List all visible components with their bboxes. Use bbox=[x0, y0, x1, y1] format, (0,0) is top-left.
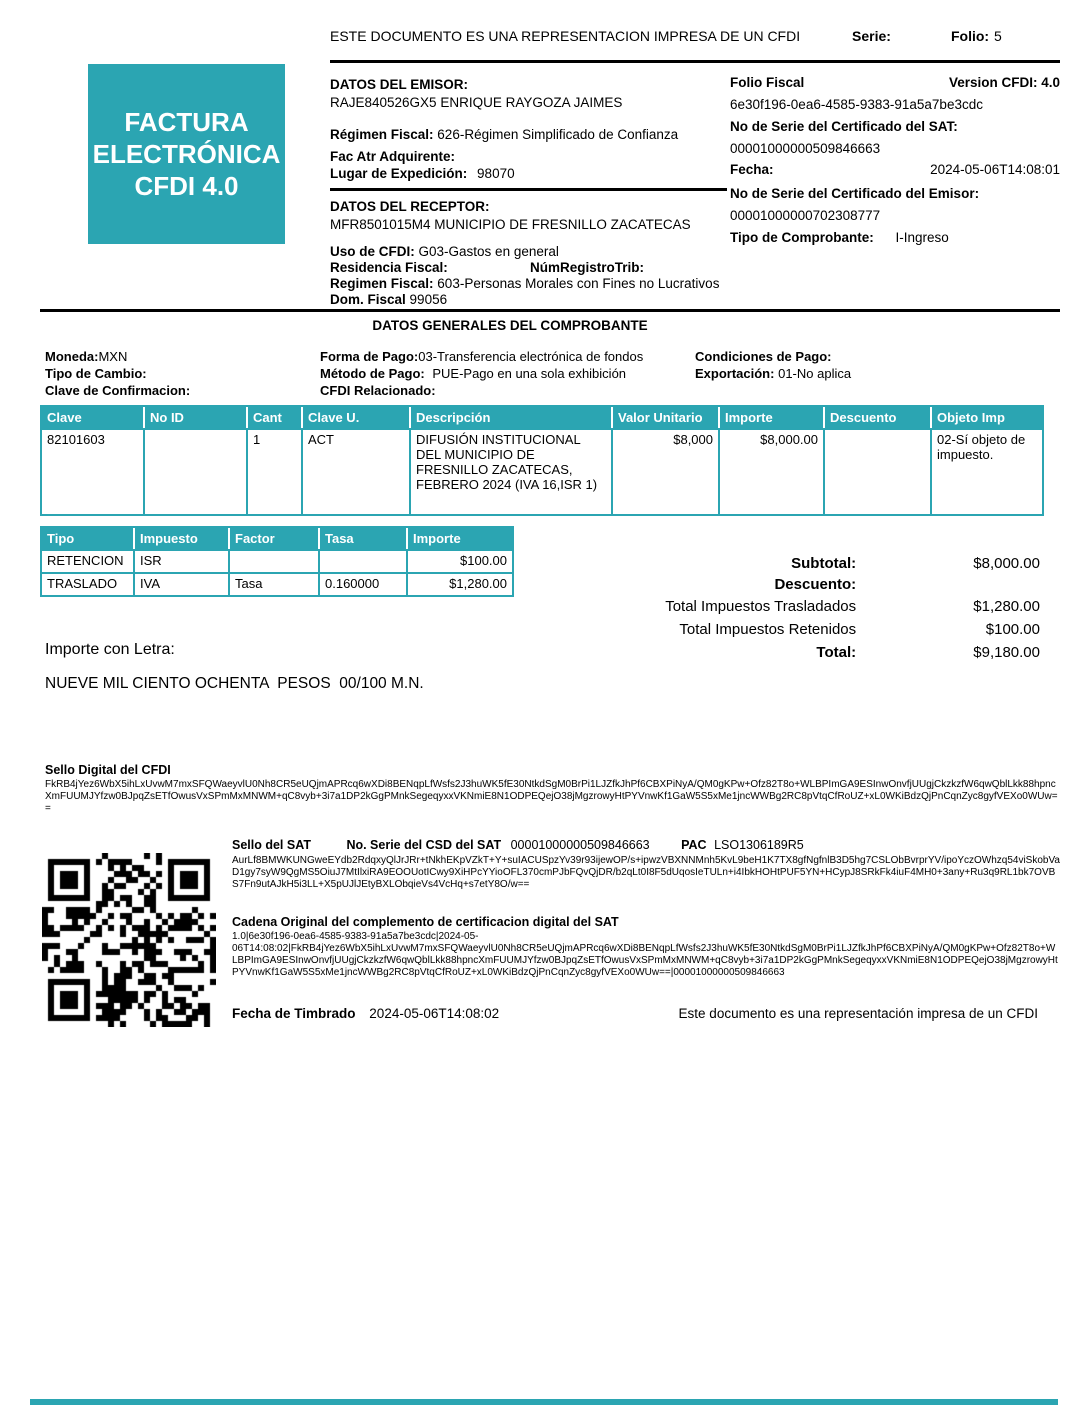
moneda-row bbox=[45, 349, 127, 365]
items-header-cant: Cant bbox=[248, 407, 303, 428]
subtotal-value: $8,000.00 bbox=[973, 555, 1040, 572]
fecha-label: Fecha: bbox=[730, 162, 774, 177]
fecha-row bbox=[730, 161, 1060, 178]
item-importe: $8,000.00 bbox=[720, 428, 825, 514]
emisor-regimen-label: Régimen Fiscal: bbox=[330, 127, 434, 142]
sello-sat-title: Sello del SAT bbox=[232, 838, 311, 852]
trasladados-value: $1,280.00 bbox=[973, 598, 1040, 615]
tax-header-factor: Factor bbox=[230, 528, 320, 549]
lugar-expedicion bbox=[330, 165, 515, 182]
tax-tasa bbox=[320, 549, 408, 572]
tax-header-impuesto: Impuesto bbox=[135, 528, 230, 549]
banner-line1: FACTURA bbox=[124, 107, 249, 137]
emisor-name: RAJE840526GX5 ENRIQUE RAYGOZA JAIMES bbox=[330, 95, 623, 110]
item-clave: 82101603 bbox=[42, 428, 145, 514]
exportacion-label: Exportación: bbox=[695, 366, 775, 381]
forma-pago-row bbox=[320, 349, 643, 365]
items-header-noid: No ID bbox=[145, 407, 248, 428]
timbrado-label: Fecha de Timbrado bbox=[232, 1006, 356, 1021]
tax-factor: Tasa bbox=[230, 572, 320, 595]
items-header-descripcion: Descripción bbox=[411, 407, 613, 428]
subtotal-label: Subtotal: bbox=[791, 555, 857, 572]
table-row bbox=[42, 428, 1042, 514]
tax-importe: $1,280.00 bbox=[408, 572, 512, 595]
tax-header-tasa: Tasa bbox=[320, 528, 408, 549]
csd-value: 00001000000509846663 bbox=[510, 838, 650, 852]
tax-header-importe: Importe bbox=[408, 528, 512, 549]
header-title: ESTE DOCUMENTO ES UNA REPRESENTACION IMPRESA DE UN CFDI bbox=[330, 28, 801, 44]
importe-letra-value: NUEVE MIL CIENTO OCHENTA PESOS 00/100 M.N. bbox=[45, 675, 424, 692]
timbrado-note: Este documento es una representación impresa de un CFDI bbox=[678, 1006, 1038, 1021]
items-header-valor-unitario: Valor Unitario bbox=[613, 407, 720, 428]
item-objeto-imp: 02-Sí objeto de impuesto. bbox=[932, 428, 1042, 514]
items-header-claveu: Clave U. bbox=[303, 407, 411, 428]
sello-cfdi-title: Sello Digital del CFDI bbox=[45, 763, 171, 777]
lugar-value: 98070 bbox=[477, 166, 515, 181]
item-valor-unitario: $8,000 bbox=[613, 428, 720, 514]
uso-cfdi-label: Uso de CFDI: bbox=[330, 244, 415, 259]
serie-emisor-label: No de Serie del Certificado del Emisor: bbox=[730, 186, 980, 201]
emisor-section-title: DATOS DEL EMISOR: bbox=[330, 77, 469, 92]
tax-tasa: 0.160000 bbox=[320, 572, 408, 595]
folio-fiscal-label: Folio Fiscal bbox=[730, 75, 805, 90]
item-descuento bbox=[825, 428, 932, 514]
footer-accent-bar bbox=[30, 1399, 1058, 1405]
metodo-pago-row bbox=[320, 366, 626, 382]
pac-label: PAC bbox=[681, 838, 707, 852]
residencia-row bbox=[330, 259, 727, 276]
item-cant: 1 bbox=[248, 428, 303, 514]
retenidos-label: Total Impuestos Retenidos bbox=[679, 621, 857, 638]
forma-pago-value: 03-Transferencia electrónica de fondos bbox=[418, 349, 644, 364]
trasladados-label: Total Impuestos Trasladados bbox=[665, 598, 857, 615]
folio-fiscal-value: 6e30f196-0ea6-4585-9383-91a5a7be3cdc bbox=[730, 97, 983, 112]
receptor-regimen bbox=[330, 275, 719, 292]
timbrado-row bbox=[232, 1006, 1038, 1021]
factura-banner bbox=[88, 64, 285, 244]
forma-pago-label: Forma de Pago: bbox=[320, 349, 419, 364]
serie-sat-value: 00001000000509846663 bbox=[730, 141, 881, 156]
serie-sat-label: No de Serie del Certificado del SAT: bbox=[730, 119, 958, 134]
fac-atr-label: Fac Atr Adquirente: bbox=[330, 149, 456, 164]
tax-tipo: TRASLADO bbox=[42, 572, 135, 595]
emisor-regimen-value: 626-Régimen Simplificado de Confianza bbox=[437, 127, 679, 142]
moneda-value: MXN bbox=[98, 349, 128, 364]
table-row bbox=[42, 572, 512, 595]
total-label: Total: bbox=[816, 644, 857, 661]
tax-factor bbox=[230, 549, 320, 572]
descuento-value bbox=[856, 574, 1040, 595]
item-descripcion: DIFUSIÓN INSTITUCIONAL DEL MUNICIPIO DE FRESNILLO ZACATECAS, FEBRERO 2024 (IVA 16,ISR 1) bbox=[411, 428, 613, 514]
total-row bbox=[558, 642, 1040, 663]
tax-header-row bbox=[42, 528, 512, 549]
cfdi-relacionado-label: CFDI Relacionado: bbox=[320, 383, 436, 398]
items-header-row bbox=[42, 407, 1042, 428]
importe-letra-label: Importe con Letra: bbox=[45, 641, 175, 658]
fecha-value: 2024-05-06T14:08:01 bbox=[930, 162, 1060, 177]
table-row bbox=[42, 549, 512, 572]
receptor-regimen-label: Regimen Fiscal: bbox=[330, 276, 434, 291]
pac-value: LSO1306189R5 bbox=[714, 838, 804, 852]
emisor-receptor-divider bbox=[330, 188, 727, 191]
folio-label: Folio: bbox=[951, 28, 990, 44]
subtotal-row bbox=[558, 553, 1040, 574]
uso-cfdi bbox=[330, 243, 559, 260]
banner-line2: ELECTRÓNICA bbox=[92, 139, 281, 169]
tax-header-tipo: Tipo bbox=[42, 528, 135, 549]
folio-value: 5 bbox=[994, 28, 1002, 44]
generales-divider bbox=[40, 309, 1060, 312]
header-divider bbox=[330, 60, 1060, 63]
sello-sat-header bbox=[232, 838, 804, 852]
cadena-rest: 06T14:08:02|FkRB4jYez6WbX5ihLxUvwM7mxSFQWaeyvlU0Nh8CR5eUQjmAPRcq6wXDi8BENqpLfWsfs2J3huWK5fE30NtkdSgM0BrPi1LJZfkJhPf6CBXPiNyA/QM0gKPw+Ofz82T8o+WLBPImGA9ESInwOnvfjUUgjCkzkzfW6qwQblLkk88hpncXmFUUMJYfzw0BJpqZsETfOwusVxSPmMxMNWM+qC8vyb+3i7a1DP2kGgPMnkSegeqyxxVKNmiE8N1ODPEQejO38jMgzrowyHtPYVnwKf1GaW5S5xMe1jncWWBg2RC8pVtqCfRoUZ+xL0WKiBdzQjPnCqnZyc8gyfVEXo0WUw==|00001000000509846663 bbox=[232, 943, 1058, 979]
items-header-importe: Importe bbox=[720, 407, 825, 428]
tax-impuesto: ISR bbox=[135, 549, 230, 572]
totals-block bbox=[558, 553, 1040, 663]
metodo-pago-value: PUE-Pago en una sola exhibición bbox=[432, 366, 627, 381]
generales-title: DATOS GENERALES DEL COMPROBANTE bbox=[372, 318, 648, 333]
residencia-label: Residencia Fiscal: bbox=[330, 260, 448, 275]
banner-line3: CFDI 4.0 bbox=[134, 171, 239, 201]
items-table bbox=[40, 405, 1044, 516]
folio-fiscal-row bbox=[730, 74, 1060, 91]
dom-fiscal-value: 99056 bbox=[409, 292, 448, 307]
descuento-row bbox=[558, 574, 1040, 595]
exportacion-value: 01-No aplica bbox=[778, 366, 852, 381]
item-claveu: ACT bbox=[303, 428, 411, 514]
document-header bbox=[330, 28, 1070, 44]
exportacion-row bbox=[695, 366, 851, 382]
lugar-label: Lugar de Expedición: bbox=[330, 166, 468, 181]
dom-fiscal bbox=[330, 291, 447, 308]
items-header-descuento: Descuento bbox=[825, 407, 932, 428]
tax-tipo: RETENCION bbox=[42, 549, 135, 572]
sello-cfdi-value: FkRB4jYez6WbX5ihLxUvwM7mxSFQWaeyvlU0Nh8CR5eUQjmAPRcq6wXDi8BENqpLfWsfs2J3huWK5fE30NtkdSgM0BrPi1LJZfkJhPf6CBXPiNyA/QM0gKPw+Ofz82T8o+WLBPImGA9ESInwOnvfjUUgjCkzkzfW6qwQblLkk88hpncXmFUUMJYfzw0BJpqZsETfOwusVxSPmMxMNWM+qC8vyb+3i7a1DP2kGgPMnkSegeqyxxVKNmiE8N1ODPEQejO38jMgzrowyHtPYVnwKf1GaW5S5xMe1jncWWBg2RC8pVtqCfRoUZ+xL0WKiBdzQjPnCqnZyc8gyfVEXo0WUw== bbox=[45, 779, 1058, 815]
descuento-label: Descuento: bbox=[774, 576, 857, 593]
tipo-comprobante-value: I-Ingreso bbox=[895, 230, 949, 245]
tipo-comprobante bbox=[730, 229, 949, 246]
emisor-regimen bbox=[330, 126, 678, 143]
total-value: $9,180.00 bbox=[973, 644, 1040, 661]
timbrado-value: 2024-05-06T14:08:02 bbox=[369, 1006, 500, 1021]
retenidos-value: $100.00 bbox=[985, 621, 1040, 638]
retenidos-row bbox=[558, 619, 1040, 640]
receptor-section-title: DATOS DEL RECEPTOR: bbox=[330, 199, 490, 214]
clave-confirmacion-label: Clave de Confirmacion: bbox=[45, 383, 191, 398]
moneda-label: Moneda: bbox=[45, 349, 99, 364]
item-noid bbox=[145, 428, 248, 514]
trasladados-row bbox=[558, 596, 1040, 617]
tax-importe: $100.00 bbox=[408, 549, 512, 572]
cadena-line1: 1.0|6e30f196-0ea6-4585-9383-91a5a7be3cdc|2024-05- bbox=[232, 931, 479, 942]
condiciones-label: Condiciones de Pago: bbox=[695, 349, 832, 364]
items-header-objeto-imp: Objeto Imp bbox=[932, 407, 1042, 428]
tax-impuesto: IVA bbox=[135, 572, 230, 595]
csd-label: No. Serie del CSD del SAT bbox=[346, 838, 502, 852]
cadena-title: Cadena Original del complemento de certificacion digital del SAT bbox=[232, 915, 619, 929]
receptor-name: MFR8501015M4 MUNICIPIO DE FRESNILLO ZACATECAS bbox=[330, 217, 691, 232]
serie-label: Serie: bbox=[852, 28, 891, 44]
metodo-pago-label: Método de Pago: bbox=[320, 366, 425, 381]
version-cfdi-label: Version CFDI: 4.0 bbox=[948, 75, 1060, 90]
tax-table bbox=[40, 526, 514, 597]
tipo-cambio-label: Tipo de Cambio: bbox=[45, 366, 147, 381]
num-registro-label: NúmRegistroTrib: bbox=[530, 260, 645, 275]
dom-fiscal-label: Dom. Fiscal bbox=[330, 292, 406, 307]
timbrado-left bbox=[232, 1006, 499, 1021]
receptor-regimen-value: 603-Personas Morales con Fines no Lucrativos bbox=[437, 276, 720, 291]
sello-sat-value: AurLf8BMWKUNGweEYdb2RdqxyQlJrJRr+tNkhEKpVZkT+Y+suIACUSpzYv39r93ijewOP/s+ipwzVBXNNMnh5KvL9beH1K7TX8gfNgfnlB3D5hg7CSLObBvrprYV/ipoYczOWhzq54viSkobVaD1gy7syW9QgMS5OiuJ7MtIlxiRA9EOOUotICwy9XiHPcYYioOFL370cmPJbFQvQjDR/b2qLt0I8F5dUqosIeTULn+i4IbkHOHtPUF5YN+HCypJ8SRkFk4iuF4MH0+3any+Ru3q9RL1bk7OVBS7Fn9utAJkH5i3LL+X5pUJlJEtyBXLObqieVs4VcHq+s7etY8O/w== bbox=[232, 855, 1060, 891]
serie-emisor-value: 00001000000702308777 bbox=[730, 208, 881, 223]
tipo-comprobante-label: Tipo de Comprobante: bbox=[730, 230, 874, 245]
uso-cfdi-value: G03-Gastos en general bbox=[418, 244, 559, 259]
qr-code bbox=[42, 853, 216, 1027]
items-header-clave: Clave bbox=[42, 407, 145, 428]
